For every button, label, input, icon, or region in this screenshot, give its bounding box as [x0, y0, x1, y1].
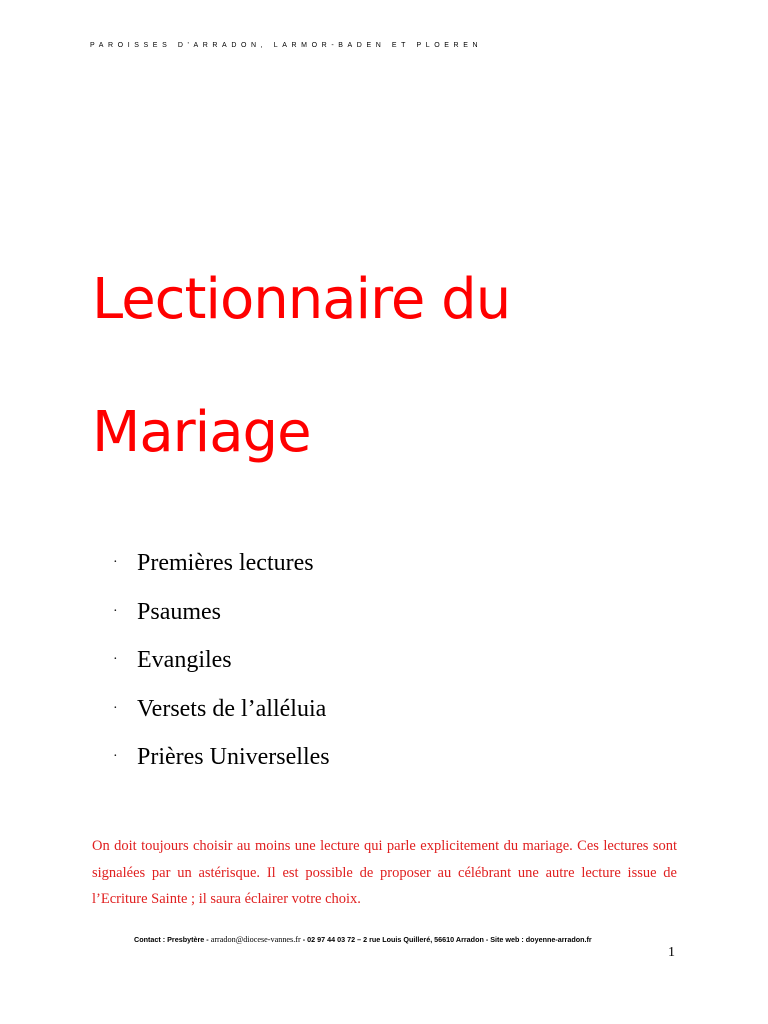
footer-details: - 02 97 44 03 72 – 2 rue Louis Quilleré, 56610 Arradon - Site web : doyenne-arradon.fr — [300, 935, 592, 944]
list-item-label: Evangiles — [137, 647, 232, 673]
page-number: 1 — [668, 945, 675, 960]
footer-email: arradon@diocese-vannes.fr — [210, 935, 301, 944]
list-item-label: Versets de l’alléluia — [137, 695, 327, 722]
reading-choice-note: On doit toujours choisir au moins une lecture qui parle explicitement du mariage. Ces lectures sont signalées par un astérisque. Il est possible de proposer au célébrant une autre lecture issue de l’Ecriture Sainte ; il saura éclairer votre choix. — [92, 838, 677, 907]
footer-prefix: Contact : Presbytère - — [134, 935, 211, 944]
document-title-line-1: Lectionnaire du — [92, 267, 511, 332]
bullet-icon: · — [113, 749, 118, 764]
list-item-label: Psaumes — [137, 598, 221, 625]
bullet-icon: · — [113, 652, 118, 667]
running-header: PAROISSES D'ARRADON, LARMOR-BADEN ET PLOEREN — [90, 42, 483, 49]
list-item — [113, 595, 330, 644]
list-item — [113, 643, 330, 692]
list-item — [113, 692, 330, 741]
bullet-icon: · — [113, 555, 118, 570]
list-item — [113, 546, 330, 595]
list-item-label: Premières lectures — [137, 550, 314, 576]
document-title-line-2: Mariage — [92, 400, 311, 465]
list-item-label: Prières Universelles — [137, 744, 330, 770]
list-item — [113, 740, 330, 789]
contact-footer — [134, 935, 734, 944]
bullet-icon: · — [113, 603, 118, 619]
contents-list — [113, 546, 330, 789]
bullet-icon: · — [113, 700, 118, 716]
